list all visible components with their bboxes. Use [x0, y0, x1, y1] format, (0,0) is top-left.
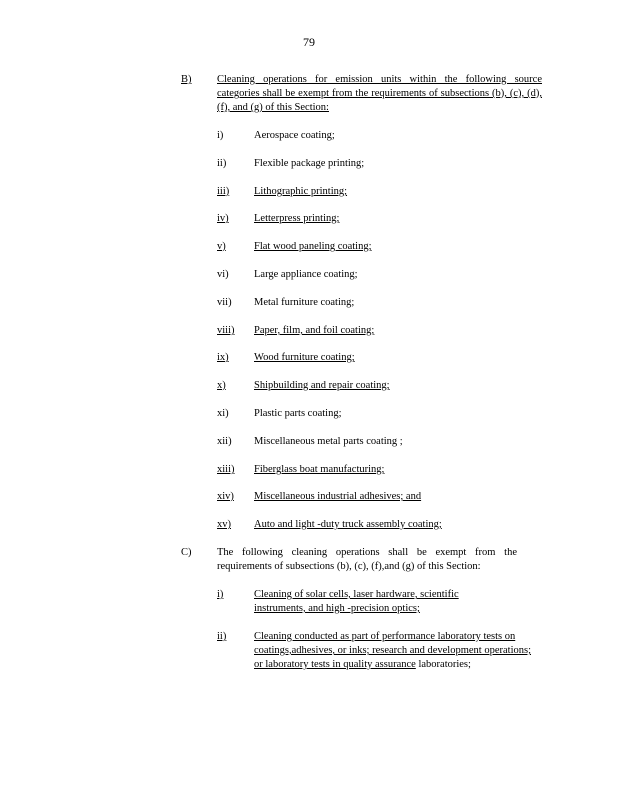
list-item-text: Paper, film, and foil coating;	[254, 325, 375, 336]
list-item-text: Miscellaneous metal parts coating ;	[254, 436, 403, 447]
list-item-text-plain: laboratories;	[418, 659, 471, 670]
list-item-label: iii)	[217, 186, 230, 197]
list-item-text: Wood furniture coating;	[254, 352, 355, 363]
list-item-label: viii)	[217, 325, 235, 336]
page-number: 79	[303, 35, 315, 49]
list-item-label: i)	[217, 589, 224, 600]
list-item-text: Flat wood paneling coating;	[254, 241, 372, 252]
list-item-label: ii)	[217, 631, 227, 642]
list-item-label: iv)	[217, 213, 229, 224]
list-item-label: vi)	[217, 269, 229, 280]
list-item-text: Auto and light -duty truck assembly coating;	[254, 519, 442, 530]
section-c-text: The following cleaning operations shall be exempt from the requirements of subsections (b), (c), (f),and (g) of this Section:	[217, 547, 517, 572]
section-c-label: C)	[181, 547, 192, 558]
list-item-label: v)	[217, 241, 226, 252]
list-item-text: Lithographic printing;	[254, 186, 348, 197]
list-item-text: Aerospace coating;	[254, 130, 335, 141]
list-item-label: xiv)	[217, 491, 234, 502]
list-item-label: xiii)	[217, 464, 235, 475]
list-item-label: vii)	[217, 297, 232, 308]
list-item-label: xv)	[217, 519, 231, 530]
list-item-label: x)	[217, 380, 226, 391]
list-item-text	[254, 630, 540, 672]
list-item-text: Shipbuilding and repair coating;	[254, 380, 390, 391]
list-item-label: ii)	[217, 158, 227, 169]
list-item-label: i)	[217, 130, 224, 141]
list-item-text: Letterpress printing;	[254, 213, 340, 224]
list-item-label: ix)	[217, 352, 229, 363]
list-item-text: Large appliance coating;	[254, 269, 358, 280]
list-item-text: Metal furniture coating;	[254, 297, 355, 308]
list-item-text: Flexible package printing;	[254, 158, 365, 169]
list-item-text: Fiberglass boat manufacturing;	[254, 464, 385, 475]
section-b-label: B)	[181, 74, 192, 85]
list-item-text-underlined: Cleaning conducted as part of performance laboratory tests on coatings,adhesives, or inks; research and development operations; or laboratory tests in quality assurance	[254, 631, 531, 670]
list-item-text: Cleaning of solar cells, laser hardware, scientific instruments, and high -precision optics;	[254, 589, 459, 614]
list-item-text: Plastic parts coating;	[254, 408, 342, 419]
list-item-text: Miscellaneous industrial adhesives; and	[254, 491, 422, 502]
section-b-text: Cleaning operations for emission units within the following source categories shall be exempt from the requirements of subsections (b), (c), (d), (f), and (g) of this Section:	[217, 74, 542, 113]
list-item-label: xi)	[217, 408, 229, 419]
list-item-label: xii)	[217, 436, 232, 447]
